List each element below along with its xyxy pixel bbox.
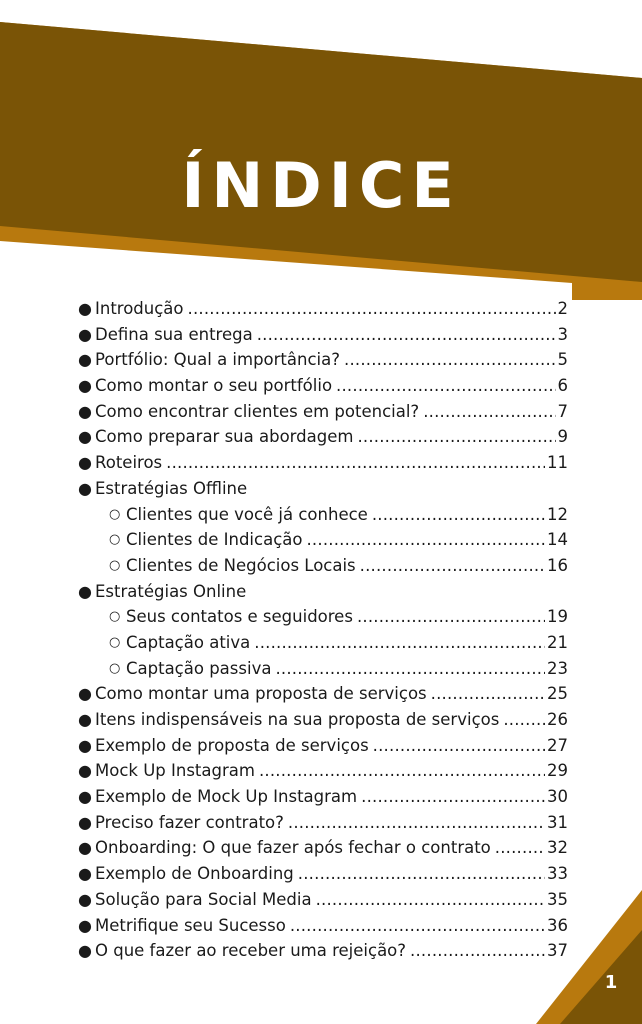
toc-entry-label: Defina sua entrega: [95, 324, 253, 344]
toc-entry: [78, 733, 568, 759]
dot-leader: [316, 887, 545, 913]
toc-entry-label: Como encontrar clientes em potencial?: [95, 401, 420, 421]
toc-entry-label: Como montar uma proposta de serviços: [95, 684, 427, 704]
dot-leader: [275, 656, 545, 682]
toc-entry-label: Captação passiva: [126, 658, 272, 678]
dot-leader: [373, 733, 545, 759]
dot-leader: [188, 296, 556, 322]
bullet-icon: ●: [78, 324, 92, 344]
toc-entry-label: Estratégias Offline: [95, 478, 248, 498]
bullet-icon: ●: [78, 299, 92, 318]
toc-entry-label: Captação ativa: [126, 632, 251, 652]
dot-leader: [298, 861, 545, 887]
toc-entry-page: 26: [547, 710, 568, 729]
bullet-icon: ●: [78, 761, 92, 781]
page-number: 1: [604, 972, 618, 993]
toc-entry-label: Exemplo de Onboarding: [95, 864, 294, 884]
dot-leader: [423, 399, 555, 425]
toc-entry-label: O que fazer ao receber uma rejeição?: [95, 941, 407, 961]
dot-leader: [360, 553, 545, 579]
toc-entry-page: 37: [547, 941, 568, 961]
toc-entry: [78, 347, 568, 373]
dot-leader: [166, 450, 545, 476]
bullet-icon: ●: [78, 350, 92, 370]
dot-leader: [372, 502, 545, 528]
toc-subentry: [78, 553, 568, 579]
bullet-icon: ●: [78, 735, 92, 755]
hollow-bullet-icon: ○: [109, 557, 121, 573]
hollow-bullet-icon: ○: [109, 634, 121, 650]
toc-entry-page: 33: [547, 864, 568, 884]
toc-entry: [78, 913, 568, 939]
hollow-bullet-icon: ○: [109, 660, 121, 676]
toc-entry-page: 23: [547, 658, 568, 678]
toc-entry-page: 7: [557, 401, 568, 421]
bullet-icon: ●: [78, 453, 92, 473]
bullet-icon: ●: [78, 684, 92, 704]
toc-entry-page: 35: [547, 889, 568, 909]
table-of-contents: [78, 296, 568, 964]
toc-entry-page: 16: [547, 555, 568, 575]
toc-entry-page: 29: [547, 761, 568, 781]
toc-entry-label: Como preparar sua abordagem: [95, 427, 354, 447]
dot-leader: [503, 707, 545, 733]
toc-entry-label: Solução para Social Media: [95, 889, 312, 909]
toc-entry: [78, 861, 568, 887]
toc-entry-page: 2: [557, 299, 568, 318]
toc-entry: [78, 835, 568, 861]
toc-entry-page: 32: [547, 838, 568, 858]
toc-entry-page: 3: [557, 324, 568, 344]
toc-entry-page: 30: [547, 787, 568, 807]
toc-entry-page: 11: [547, 453, 568, 473]
toc-entry-page: 9: [557, 427, 568, 447]
toc-entry-label: Clientes que você já conhece: [126, 504, 368, 524]
bullet-icon: ●: [78, 812, 92, 832]
toc-entry-page: 31: [547, 812, 568, 832]
dot-leader: [336, 373, 555, 399]
toc-subentry: [78, 502, 568, 528]
toc-entry-label: Clientes de Indicação: [126, 530, 303, 550]
toc-entry: [78, 758, 568, 784]
dot-leader: [259, 758, 545, 784]
bullet-icon: ●: [78, 478, 92, 498]
toc-entry: [78, 296, 568, 322]
toc-entry: [78, 681, 568, 707]
toc-entry-label: Exemplo de Mock Up Instagram: [95, 787, 358, 807]
toc-entry-label: Portfólio: Qual a importância?: [95, 350, 340, 370]
bullet-icon: ●: [78, 838, 92, 858]
toc-entry: [78, 373, 568, 399]
toc-entry-label: Metrifique seu Sucesso: [95, 915, 286, 935]
toc-entry-label: Itens indispensáveis na sua proposta de serviços: [95, 710, 500, 729]
toc-entry-label: Preciso fazer contrato?: [95, 812, 284, 832]
toc-entry: [78, 707, 568, 733]
toc-entry-page: 21: [547, 632, 568, 652]
toc-subentry: [78, 527, 568, 553]
toc-subentry: [78, 604, 568, 630]
toc-entry-page: 6: [557, 376, 568, 396]
toc-entry: [78, 887, 568, 913]
toc-entry: [78, 938, 568, 964]
toc-entry-label: Onboarding: O que fazer após fechar o contrato: [95, 838, 491, 858]
hollow-bullet-icon: ○: [109, 609, 121, 625]
toc-subentry: [78, 656, 568, 682]
dot-leader: [431, 681, 545, 707]
toc-section-heading: [78, 476, 568, 502]
dot-leader: [357, 604, 545, 630]
hollow-bullet-icon: ○: [109, 532, 121, 548]
bullet-icon: ●: [78, 787, 92, 807]
toc-entry-label: Mock Up Instagram: [95, 761, 255, 781]
toc-entry-label: Seus contatos e seguidores: [126, 607, 353, 627]
bullet-icon: ●: [78, 941, 92, 961]
toc-entry: [78, 399, 568, 425]
toc-entry-page: 27: [547, 735, 568, 755]
toc-entry-page: 12: [547, 504, 568, 524]
hollow-bullet-icon: ○: [109, 506, 121, 522]
dot-leader: [290, 913, 545, 939]
bullet-icon: ●: [78, 710, 92, 729]
dot-leader: [344, 347, 556, 373]
dot-leader: [288, 810, 545, 836]
toc-entry-page: 14: [547, 530, 568, 550]
toc-entry-label: Exemplo de proposta de serviços: [95, 735, 369, 755]
toc-entry: [78, 810, 568, 836]
toc-entry-page: 19: [547, 607, 568, 627]
toc-entry: [78, 322, 568, 348]
toc-entry: [78, 424, 568, 450]
dot-leader: [357, 424, 555, 450]
toc-entry: [78, 784, 568, 810]
toc-entry-label: Como montar o seu portfólio: [95, 376, 333, 396]
bullet-icon: ●: [78, 427, 92, 447]
dot-leader: [361, 784, 545, 810]
dot-leader: [410, 938, 545, 964]
bullet-icon: ●: [78, 581, 92, 601]
dot-leader: [257, 322, 556, 348]
toc-entry-page: 25: [547, 684, 568, 704]
dot-leader: [254, 630, 545, 656]
dot-leader: [306, 527, 545, 553]
toc-entry-page: 5: [557, 350, 568, 370]
toc-section-heading: [78, 579, 568, 605]
bullet-icon: ●: [78, 376, 92, 396]
toc-subentry: [78, 630, 568, 656]
bullet-icon: ●: [78, 401, 92, 421]
toc-entry: [78, 450, 568, 476]
bullet-icon: ●: [78, 915, 92, 935]
page-title: ÍNDICE: [181, 148, 461, 222]
toc-entry-label: Estratégias Online: [95, 581, 247, 601]
bullet-icon: ●: [78, 889, 92, 909]
bullet-icon: ●: [78, 864, 92, 884]
toc-entry-label: Introdução: [95, 299, 184, 318]
toc-entry-label: Clientes de Negócios Locais: [126, 555, 356, 575]
toc-entry-page: 36: [547, 915, 568, 935]
dot-leader: [495, 835, 545, 861]
toc-entry-label: Roteiros: [95, 453, 163, 473]
